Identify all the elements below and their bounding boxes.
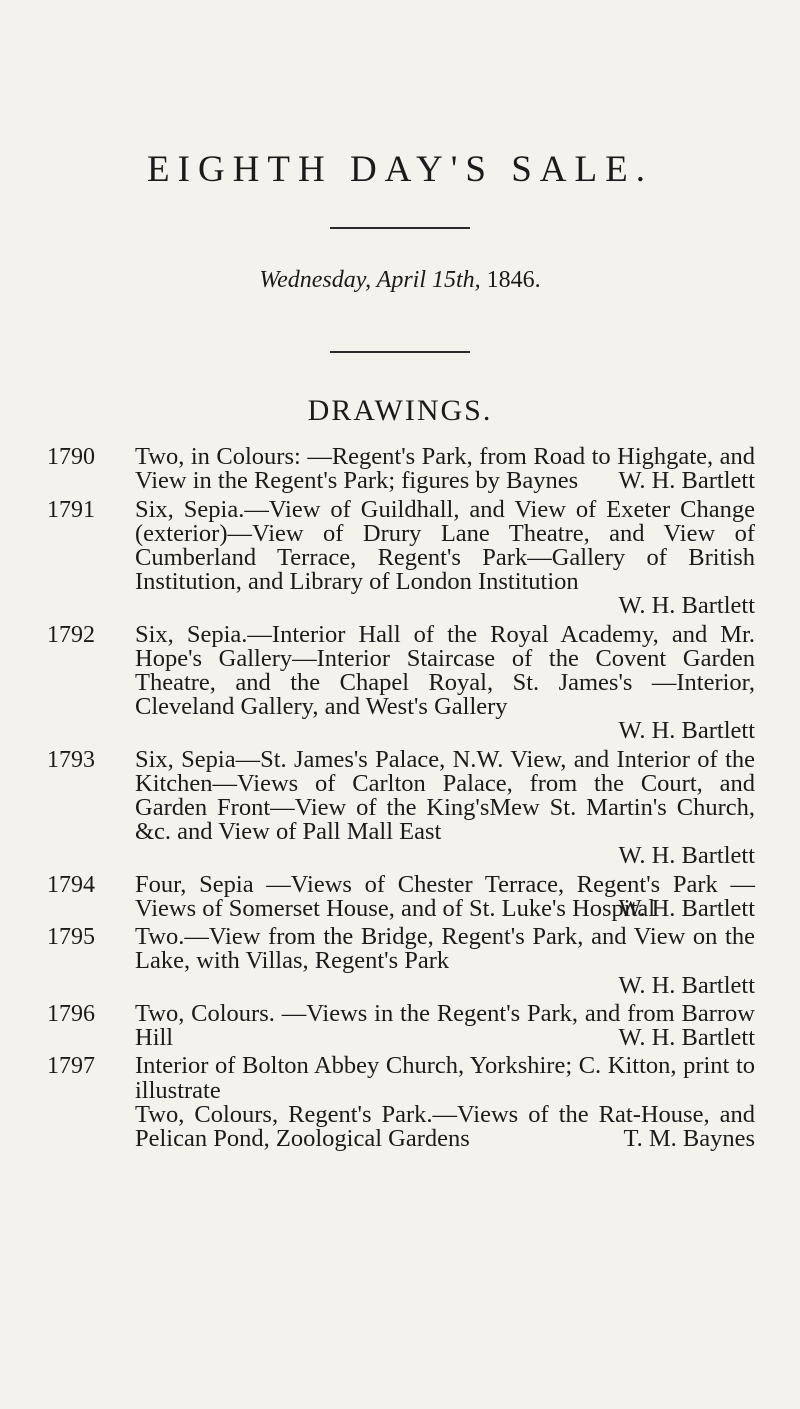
lot-list — [0, 445, 800, 1152]
lot-number: 1792 — [47, 621, 95, 648]
lot-artist: W. H. Bartlett — [618, 717, 755, 745]
lot-artist: W. H. Bartlett — [618, 842, 755, 870]
lot-number: 1791 — [47, 496, 95, 523]
lot-description: Six, Sepia.—View of Guildhall, and View of Exeter Change (exterior)—View of Drury Lane Theatre, and View of Cumberland Terrace, Regent's Park—Gallery of British Institution, and Library of London Institution — [135, 495, 755, 596]
divider-rule — [330, 227, 470, 229]
lot-description: Interior of Bolton Abbey Church, Yorkshire; C. Kitton, print to illustrate — [135, 1052, 755, 1104]
lot-item — [0, 1054, 800, 1151]
lot-artist: W. H. Bartlett — [618, 467, 755, 495]
lot-description: Two, Colours. —Views in the Regent's Park, and from Barrow Hill — [135, 999, 755, 1052]
date-weekday: Wednesday, — [259, 267, 372, 293]
lot-artist: W. H. Bartlett — [618, 1024, 755, 1052]
sale-title: EIGHTH DAY'S SALE. — [147, 149, 653, 190]
lot-number: 1797 — [47, 1053, 95, 1080]
lot-item — [0, 999, 800, 1052]
lot-item — [0, 925, 800, 998]
lot-item — [0, 870, 800, 923]
lot-second-description: Two, Colours, Regent's Park.—Views of the Rat-House, and Pelican Pond, Zoological Gardens — [135, 1100, 755, 1153]
lot-artist: W. H. Bartlett — [618, 895, 755, 923]
sale-date — [0, 267, 800, 294]
date-year: 1846. — [486, 267, 541, 293]
lot-item — [0, 620, 800, 745]
lot-number: 1796 — [47, 1000, 95, 1027]
lot-number: 1794 — [47, 871, 95, 898]
lot-item — [0, 495, 800, 620]
lot-item — [0, 445, 800, 494]
lot-artist: W. H. Bartlett — [618, 592, 755, 620]
lot-description: Two.—View from the Bridge, Regent's Park, and View on the Lake, with Villas, Regent's Park — [135, 923, 755, 975]
date-month: April — [376, 267, 426, 293]
lot-number: 1793 — [47, 746, 95, 773]
lot-item — [0, 745, 800, 870]
section-heading: DRAWINGS. — [307, 394, 493, 427]
date-day: 15th, — [432, 267, 481, 293]
lot-artist: W. H. Bartlett — [618, 971, 755, 999]
lot-number: 1795 — [47, 924, 95, 951]
lot-description: Six, Sepia—St. James's Palace, N.W. View, and Interior of the Kitchen—Views of Carlton Palace, from the Court, and Garden Front—View of the King'sMew St. Martin's Church, &c. and View of Pall Mall East — [135, 745, 755, 846]
lot-artist: T. M. Baynes — [623, 1125, 755, 1153]
lot-number: 1790 — [47, 444, 95, 470]
lot-description: Four, Sepia —Views of Chester Terrace, Regent's Park —Views of Somerset House, and of St. Luke's Hospital — [135, 870, 755, 922]
lot-description: Two, in Colours: —Regent's Park, from Road to Highgate, and View in the Regent's Park; figures by Baynes — [135, 443, 755, 495]
divider-rule — [330, 351, 470, 353]
lot-description: Six, Sepia.—Interior Hall of the Royal Academy, and Mr. Hope's Gallery—Interior Staircase of the Covent Garden Theatre, and the Chapel Royal, St. James's —Interior, Cleveland Gallery, and West's Gallery — [135, 620, 755, 721]
